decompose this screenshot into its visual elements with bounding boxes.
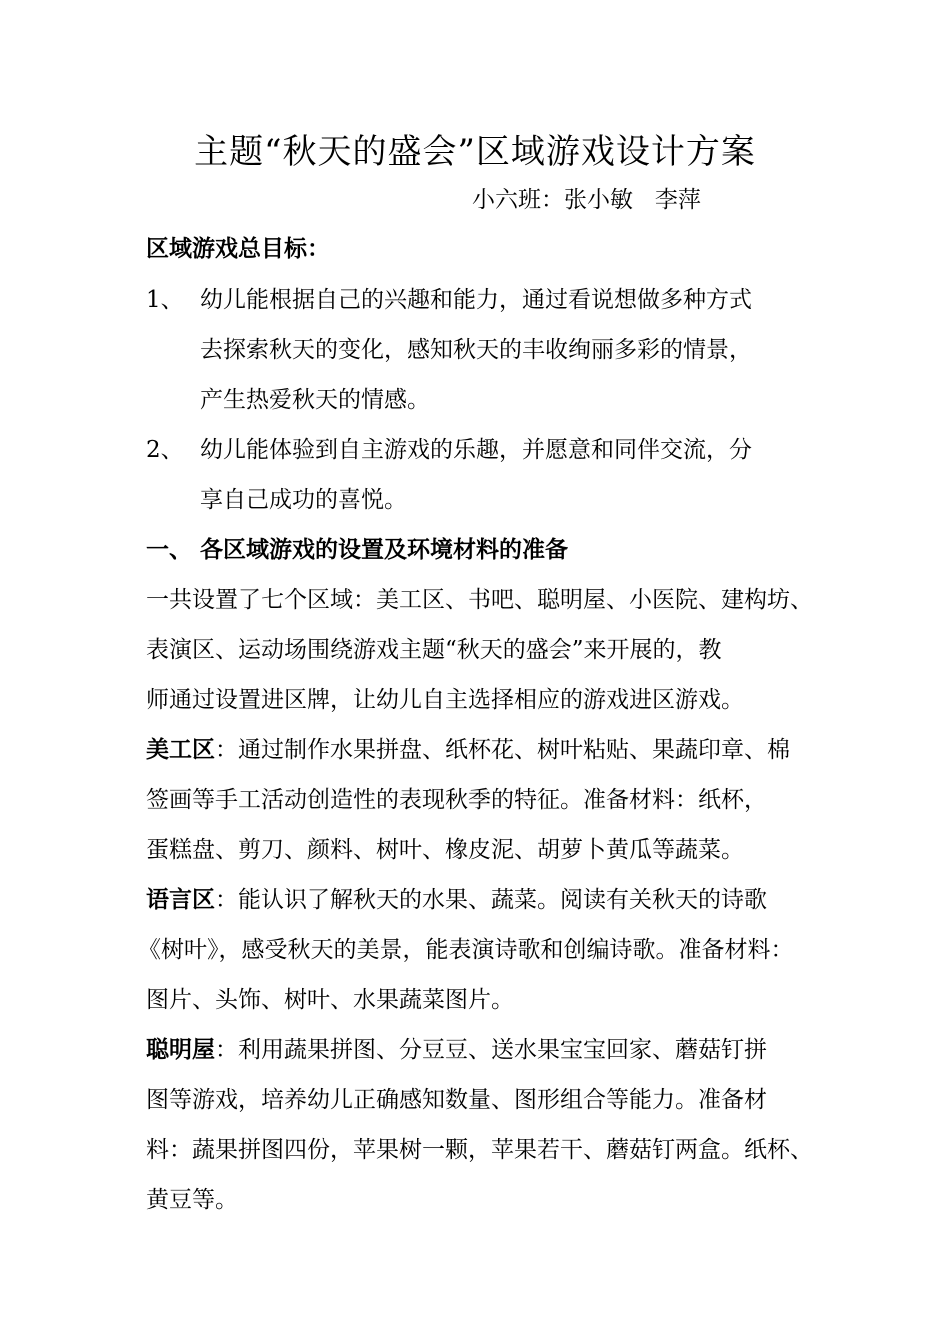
paragraph-line: 一共设置了七个区域：美工区、书吧、聪明屋、小医院、建构坊、 [146, 587, 813, 613]
goal-text-line: 幼儿能根据自己的兴趣和能力，通过看说想做多种方式 [200, 287, 752, 313]
document-title: 主题“秋天的盛会”区域游戏设计方案 [194, 132, 756, 172]
paragraph-line: 师通过设置进区牌，让幼儿自主选择相应的游戏进区游戏。 [146, 687, 744, 713]
area-language-paragraph [146, 883, 767, 917]
area-smart-house-paragraph [146, 1033, 767, 1067]
paragraph-line: 图片、头饰、树叶、水果蔬菜图片。 [146, 987, 514, 1013]
paragraph-line: 签画等手工活动创造性的表现秋季的特征。准备材料：纸杯， [146, 787, 767, 813]
area-text: ：能认识了解秋天的水果、蔬菜。阅读有关秋天的诗歌 [215, 887, 767, 913]
paragraph-line: 图等游戏，培养幼儿正确感知数量、图形组合等能力。准备材 [146, 1087, 767, 1113]
area-text: ：利用蔬果拼图、分豆豆、送水果宝宝回家、蘑菇钉拼 [215, 1037, 767, 1063]
goal-text-line: 去探索秋天的变化，感知秋天的丰收绚丽多彩的情景， [200, 337, 752, 363]
goal-number: 2、 [146, 437, 184, 463]
goal-text-line: 产生热爱秋天的情感。 [200, 387, 430, 413]
goal-number: 1、 [146, 287, 184, 313]
goal-text-line: 享自己成功的喜悦。 [200, 487, 407, 513]
area-name: 聪明屋 [146, 1036, 215, 1063]
area-text: ：通过制作水果拼盘、纸杯花、树叶粘贴、果蔬印章、棉 [215, 737, 790, 763]
area-art-paragraph [146, 733, 790, 767]
goals-heading: 区域游戏总目标： [146, 235, 330, 262]
paragraph-line: 蛋糕盘、剪刀、颜料、树叶、橡皮泥、胡萝卜黄瓜等蔬菜。 [146, 837, 744, 863]
paragraph-line: 黄豆等。 [146, 1187, 238, 1213]
goal-text-line: 幼儿能体验到自主游戏的乐趣，并愿意和同伴交流，分 [200, 437, 752, 463]
paragraph-line: 《树叶》，感受秋天的美景，能表演诗歌和创编诗歌。准备材料： [138, 937, 794, 963]
paragraph-line: 料：蔬果拼图四份，苹果树一颗，苹果若干、蘑菇钉两盒。纸杯、 [146, 1137, 813, 1163]
paragraph-line: 表演区、运动场围绕游戏主题“秋天的盛会”来开展的，教 [146, 637, 722, 663]
author-line: 小六班：张小敏 李萍 [472, 187, 701, 213]
area-name: 语言区 [146, 886, 215, 913]
area-name: 美工区 [146, 736, 215, 763]
section-heading: 一、 各区域游戏的设置及环境材料的准备 [146, 536, 569, 563]
